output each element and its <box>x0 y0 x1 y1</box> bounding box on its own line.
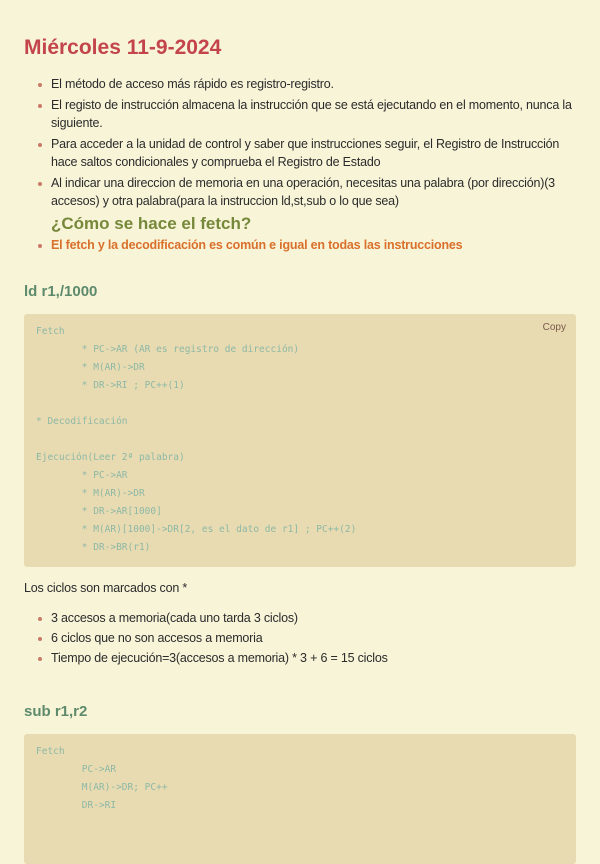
code-block-ld <box>24 314 576 567</box>
copy-button[interactable]: Copy <box>542 322 566 333</box>
list-item: 3 accesos a memoria(cada uno tarda 3 ciclos) <box>24 609 576 627</box>
list-item: Tiempo de ejecución=3(accesos a memoria) * 3 + 6 = 15 ciclos <box>24 649 576 667</box>
code-block-sub <box>24 734 576 864</box>
cycles-list <box>24 609 576 667</box>
code-content: Fetch PC->AR M(AR)->DR; PC++ DR->RI <box>36 746 168 811</box>
intro-section <box>24 75 576 257</box>
cycles-section <box>24 609 576 669</box>
list-item: 6 ciclos que no son accesos a memoria <box>24 629 576 647</box>
code-content: Fetch * PC->AR (AR es registro de dirección) * M(AR)->DR * DR->RI ; PC++(1) * Decodificación Ejecución(Leer 2ª palabra) * PC->AR * M(AR)->DR * DR->AR[1000] * M(AR)[1000]->DR[2, es el dato de r1] ; PC++(2) * DR->BR(r1) <box>36 326 357 553</box>
list-item: El método de acceso más rápido es registro-registro. <box>24 75 576 93</box>
fetch-note-list <box>24 236 576 254</box>
cycles-intro: Los ciclos son marcados con * <box>24 581 188 595</box>
list-item: Para acceder a la unidad de control y saber que instrucciones seguir, el Registro de Instrucción hace saltos condicionales y comprueba el Registro de Estado <box>24 135 576 171</box>
section-heading-sub: sub r1,r2 <box>24 703 88 720</box>
list-item: Al indicar una direccion de memoria en una operación, necesitas una palabra (por dirección)(3 accesos) y otra palabra(para la instruccion ld,st,sub o lo que sea) <box>24 174 576 210</box>
page-title: Miércoles 11-9-2024 <box>24 36 222 59</box>
section-heading-ld: ld r1,/1000 <box>24 283 98 300</box>
fetch-heading: ¿Cómo se hace el fetch? <box>51 214 252 233</box>
list-item: El registo de instrucción almacena la instrucción que se está ejecutando en el momento, nunca la siguiente. <box>24 96 576 132</box>
intro-list <box>24 75 576 210</box>
fetch-note: El fetch y la decodificación es común e igual en todas las instrucciones <box>24 236 576 254</box>
